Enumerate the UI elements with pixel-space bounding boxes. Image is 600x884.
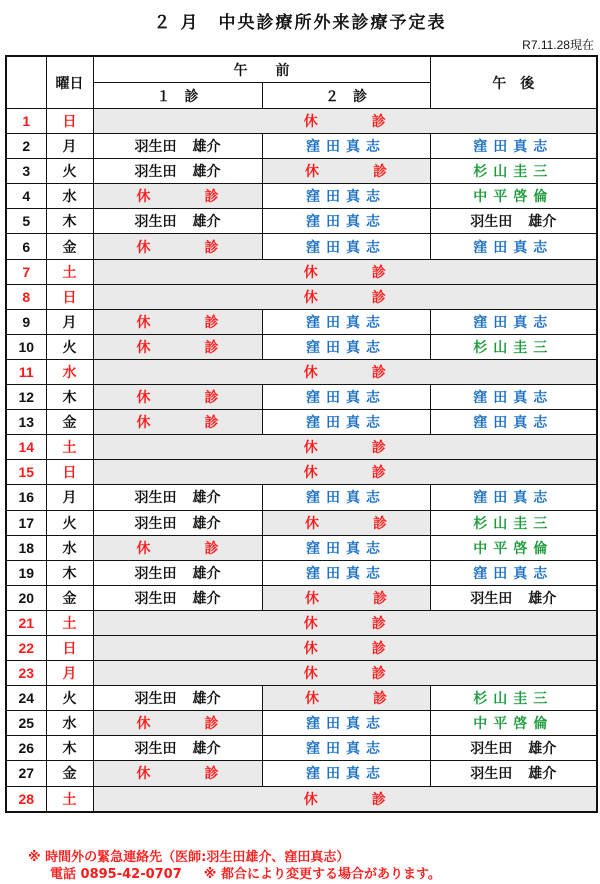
morning-clinic-2-cell	[262, 234, 430, 259]
table-row	[6, 711, 597, 736]
day-number: 5	[6, 209, 46, 234]
afternoon-cell	[430, 134, 597, 159]
emergency-contact: ※ 時間外の緊急連絡先（医師:羽生田雄介、窪田真志）	[28, 850, 350, 865]
table-row	[6, 334, 597, 359]
morning-clinic-1-cell	[93, 686, 262, 711]
day-number: 9	[6, 309, 46, 334]
doctor-name: 杉山圭三	[473, 691, 554, 708]
closed-label: 休 診	[303, 264, 386, 281]
closed-label: 休 診	[303, 791, 386, 808]
all-day-closed-cell	[93, 109, 597, 134]
weekday: 火	[46, 159, 93, 184]
weekday: 土	[46, 435, 93, 460]
page-title: ２ 月 中央診療所外来診療予定表	[153, 13, 447, 33]
day-number: 11	[6, 359, 46, 384]
closed-label: 休 診	[305, 515, 387, 532]
all-day-closed-cell	[93, 460, 597, 485]
doctor-name: 窪田真志	[306, 239, 386, 256]
table-row	[6, 385, 597, 410]
closed-label: 休 診	[303, 465, 386, 482]
weekday: 日	[46, 635, 93, 660]
all-day-closed-cell	[93, 284, 597, 309]
header-morning-clinic-2	[262, 83, 430, 109]
closed-label: 休 診	[303, 666, 386, 683]
footer-line-2	[28, 866, 441, 883]
table-row	[6, 435, 597, 460]
all-day-closed-cell	[93, 635, 597, 660]
day-number: 21	[6, 610, 46, 635]
weekday: 日	[46, 284, 93, 309]
afternoon-cell	[430, 334, 597, 359]
morning-clinic-1-cell	[93, 410, 262, 435]
afternoon-cell	[430, 711, 597, 736]
weekday: 日	[46, 460, 93, 485]
table-row	[6, 184, 597, 209]
morning-clinic-2-cell	[262, 159, 430, 184]
weekday: 火	[46, 510, 93, 535]
closed-label: 休 診	[136, 716, 219, 733]
morning-clinic-2-cell	[262, 334, 430, 359]
weekday: 金	[46, 234, 93, 259]
header-morning-label: 午 前	[233, 62, 290, 79]
morning-clinic-1-cell	[93, 510, 262, 535]
doctor-name: 窪田真志	[473, 415, 554, 432]
afternoon-cell	[430, 234, 597, 259]
doctor-name: 窪田真志	[306, 766, 386, 783]
doctor-name: 羽生田 雄介	[134, 164, 221, 181]
table-row	[6, 234, 597, 259]
header-weekday: 曜日	[46, 56, 93, 109]
doctor-name: 杉山圭三	[473, 339, 554, 356]
morning-clinic-2-cell	[262, 535, 430, 560]
morning-clinic-1-cell	[93, 736, 262, 761]
weekday: 木	[46, 209, 93, 234]
doctor-name: 羽生田 雄介	[470, 766, 557, 783]
doctor-name: 窪田真志	[306, 716, 386, 733]
morning-clinic-1-cell	[93, 134, 262, 159]
day-number: 19	[6, 560, 46, 585]
table-row	[6, 585, 597, 610]
closed-label: 休 診	[305, 164, 387, 181]
weekday: 金	[46, 761, 93, 786]
table-row	[6, 560, 597, 585]
table-row	[6, 410, 597, 435]
closed-label: 休 診	[136, 415, 219, 432]
closed-label: 休 診	[136, 766, 219, 783]
doctor-name: 羽生田 雄介	[134, 214, 221, 231]
all-day-closed-cell	[93, 435, 597, 460]
header-morning	[93, 56, 430, 83]
doctor-name: 杉山圭三	[473, 515, 554, 532]
table-row	[6, 309, 597, 334]
weekday: 水	[46, 535, 93, 560]
weekday: 日	[46, 109, 93, 134]
weekday: 水	[46, 184, 93, 209]
doctor-name: 窪田真志	[306, 139, 386, 156]
doctor-name: 窪田真志	[473, 490, 554, 507]
table-row	[6, 761, 597, 786]
weekday: 木	[46, 736, 93, 761]
afternoon-cell	[430, 736, 597, 761]
day-number: 2	[6, 134, 46, 159]
day-number: 16	[6, 485, 46, 510]
morning-clinic-2-cell	[262, 485, 430, 510]
afternoon-cell	[430, 585, 597, 610]
closed-label: 休 診	[136, 239, 219, 256]
morning-clinic-1-cell	[93, 184, 262, 209]
doctor-name: 羽生田 雄介	[134, 565, 221, 582]
weekday: 土	[46, 610, 93, 635]
footer-notes	[28, 849, 441, 883]
doctor-name: 窪田真志	[306, 415, 386, 432]
closed-label: 休 診	[136, 339, 219, 356]
afternoon-cell	[430, 560, 597, 585]
morning-clinic-2-cell	[262, 209, 430, 234]
table-row	[6, 485, 597, 510]
doctor-name: 窪田真志	[306, 314, 386, 331]
morning-clinic-2-cell	[262, 309, 430, 334]
afternoon-cell	[430, 159, 597, 184]
doctor-name: 中平啓倫	[473, 716, 554, 733]
morning-clinic-1-cell	[93, 485, 262, 510]
as-of-date: R7.11.28現在	[522, 38, 594, 52]
doctor-name: 窪田真志	[306, 565, 386, 582]
morning-clinic-1-cell	[93, 535, 262, 560]
doctor-name: 羽生田 雄介	[134, 139, 221, 156]
header-morning-clinic-2-label: ２ 診	[325, 88, 367, 105]
day-number: 1	[6, 109, 46, 134]
schedule-table	[5, 55, 598, 813]
closed-label: 休 診	[303, 114, 386, 131]
table-row	[6, 786, 597, 812]
day-number: 25	[6, 711, 46, 736]
afternoon-cell	[430, 761, 597, 786]
weekday: 火	[46, 334, 93, 359]
day-number: 12	[6, 385, 46, 410]
all-day-closed-cell	[93, 359, 597, 384]
afternoon-cell	[430, 510, 597, 535]
doctor-name: 羽生田 雄介	[134, 515, 221, 532]
weekday: 火	[46, 686, 93, 711]
closed-label: 休 診	[136, 189, 219, 206]
morning-clinic-1-cell	[93, 159, 262, 184]
day-number: 13	[6, 410, 46, 435]
day-number: 3	[6, 159, 46, 184]
morning-clinic-2-cell	[262, 686, 430, 711]
afternoon-cell	[430, 209, 597, 234]
morning-clinic-1-cell	[93, 309, 262, 334]
doctor-name: 窪田真志	[306, 339, 386, 356]
doctor-name: 窪田真志	[306, 214, 386, 231]
morning-clinic-1-cell	[93, 334, 262, 359]
morning-clinic-2-cell	[262, 711, 430, 736]
day-number: 7	[6, 259, 46, 284]
morning-clinic-2-cell	[262, 385, 430, 410]
morning-clinic-2-cell	[262, 184, 430, 209]
closed-label: 休 診	[136, 540, 219, 557]
morning-clinic-1-cell	[93, 585, 262, 610]
doctor-name: 窪田真志	[306, 189, 386, 206]
header-morning-clinic-1	[93, 83, 262, 109]
day-number: 24	[6, 686, 46, 711]
closed-label: 休 診	[305, 590, 387, 607]
header-afternoon-label: 午 後	[492, 75, 535, 92]
morning-clinic-2-cell	[262, 761, 430, 786]
doctor-name: 窪田真志	[306, 490, 386, 507]
morning-clinic-1-cell	[93, 711, 262, 736]
table-row	[6, 134, 597, 159]
table-row	[6, 359, 597, 384]
header-morning-clinic-1-label: １ 診	[156, 88, 199, 105]
table-row	[6, 510, 597, 535]
doctor-name: 窪田真志	[473, 314, 554, 331]
day-number: 17	[6, 510, 46, 535]
all-day-closed-cell	[93, 661, 597, 686]
weekday: 水	[46, 711, 93, 736]
table-row	[6, 284, 597, 309]
morning-clinic-1-cell	[93, 385, 262, 410]
day-number: 14	[6, 435, 46, 460]
morning-clinic-2-cell	[262, 410, 430, 435]
morning-clinic-1-cell	[93, 209, 262, 234]
weekday: 水	[46, 359, 93, 384]
header-afternoon	[430, 56, 597, 109]
morning-clinic-1-cell	[93, 761, 262, 786]
weekday: 土	[46, 786, 93, 812]
doctor-name: 窪田真志	[473, 390, 554, 407]
afternoon-cell	[430, 184, 597, 209]
morning-clinic-2-cell	[262, 585, 430, 610]
closed-label: 休 診	[136, 314, 219, 331]
doctor-name: 窪田真志	[306, 741, 386, 758]
morning-clinic-2-cell	[262, 134, 430, 159]
table-row	[6, 209, 597, 234]
weekday: 木	[46, 560, 93, 585]
afternoon-cell	[430, 485, 597, 510]
phone-number: 電話 0895-42-0707	[50, 867, 182, 882]
table-row	[6, 635, 597, 660]
morning-clinic-2-cell	[262, 510, 430, 535]
closed-label: 休 診	[303, 615, 386, 632]
day-number: 20	[6, 585, 46, 610]
morning-clinic-2-cell	[262, 736, 430, 761]
doctor-name: 羽生田 雄介	[134, 741, 221, 758]
day-number: 26	[6, 736, 46, 761]
doctor-name: 中平啓倫	[473, 189, 554, 206]
doctor-name: 窪田真志	[306, 390, 386, 407]
weekday: 月	[46, 485, 93, 510]
closed-label: 休 診	[305, 691, 387, 708]
afternoon-cell	[430, 309, 597, 334]
closed-label: 休 診	[303, 364, 386, 381]
closed-label: 休 診	[303, 289, 386, 306]
doctor-name: 窪田真志	[473, 239, 554, 256]
weekday: 月	[46, 661, 93, 686]
weekday: 金	[46, 585, 93, 610]
table-row	[6, 661, 597, 686]
doctor-name: 羽生田 雄介	[470, 741, 557, 758]
doctor-name: 羽生田 雄介	[134, 691, 221, 708]
table-row	[6, 610, 597, 635]
morning-clinic-1-cell	[93, 560, 262, 585]
doctor-name: 窪田真志	[306, 540, 386, 557]
table-row	[6, 460, 597, 485]
weekday: 月	[46, 309, 93, 334]
doctor-name: 羽生田 雄介	[470, 214, 557, 231]
doctor-name: 中平啓倫	[473, 540, 554, 557]
closed-label: 休 診	[136, 390, 219, 407]
afternoon-cell	[430, 385, 597, 410]
doctor-name: 窪田真志	[473, 565, 554, 582]
day-number: 4	[6, 184, 46, 209]
all-day-closed-cell	[93, 610, 597, 635]
doctor-name: 羽生田 雄介	[134, 590, 221, 607]
header-day-blank	[6, 56, 46, 109]
day-number: 8	[6, 284, 46, 309]
table-row	[6, 109, 597, 134]
day-number: 15	[6, 460, 46, 485]
day-number: 28	[6, 786, 46, 812]
table-row	[6, 736, 597, 761]
closed-label: 休 診	[303, 641, 386, 658]
day-number: 6	[6, 234, 46, 259]
weekday: 土	[46, 259, 93, 284]
morning-clinic-2-cell	[262, 560, 430, 585]
afternoon-cell	[430, 686, 597, 711]
table-row	[6, 259, 597, 284]
day-number: 23	[6, 661, 46, 686]
all-day-closed-cell	[93, 259, 597, 284]
day-number: 27	[6, 761, 46, 786]
doctor-name: 羽生田 雄介	[470, 590, 557, 607]
doctor-name: 窪田真志	[473, 139, 554, 156]
afternoon-cell	[430, 410, 597, 435]
morning-clinic-1-cell	[93, 234, 262, 259]
afternoon-cell	[430, 535, 597, 560]
table-row	[6, 535, 597, 560]
schedule-body	[6, 109, 597, 812]
weekday: 金	[46, 410, 93, 435]
weekday: 木	[46, 385, 93, 410]
all-day-closed-cell	[93, 786, 597, 812]
doctor-name: 杉山圭三	[473, 164, 554, 181]
day-number: 18	[6, 535, 46, 560]
doctor-name: 羽生田 雄介	[134, 490, 221, 507]
closed-label: 休 診	[303, 440, 386, 457]
table-row	[6, 686, 597, 711]
weekday: 月	[46, 134, 93, 159]
change-notice: ※ 都合により変更する場合があります。	[203, 867, 441, 882]
table-row	[6, 159, 597, 184]
day-number: 22	[6, 635, 46, 660]
day-number: 10	[6, 334, 46, 359]
